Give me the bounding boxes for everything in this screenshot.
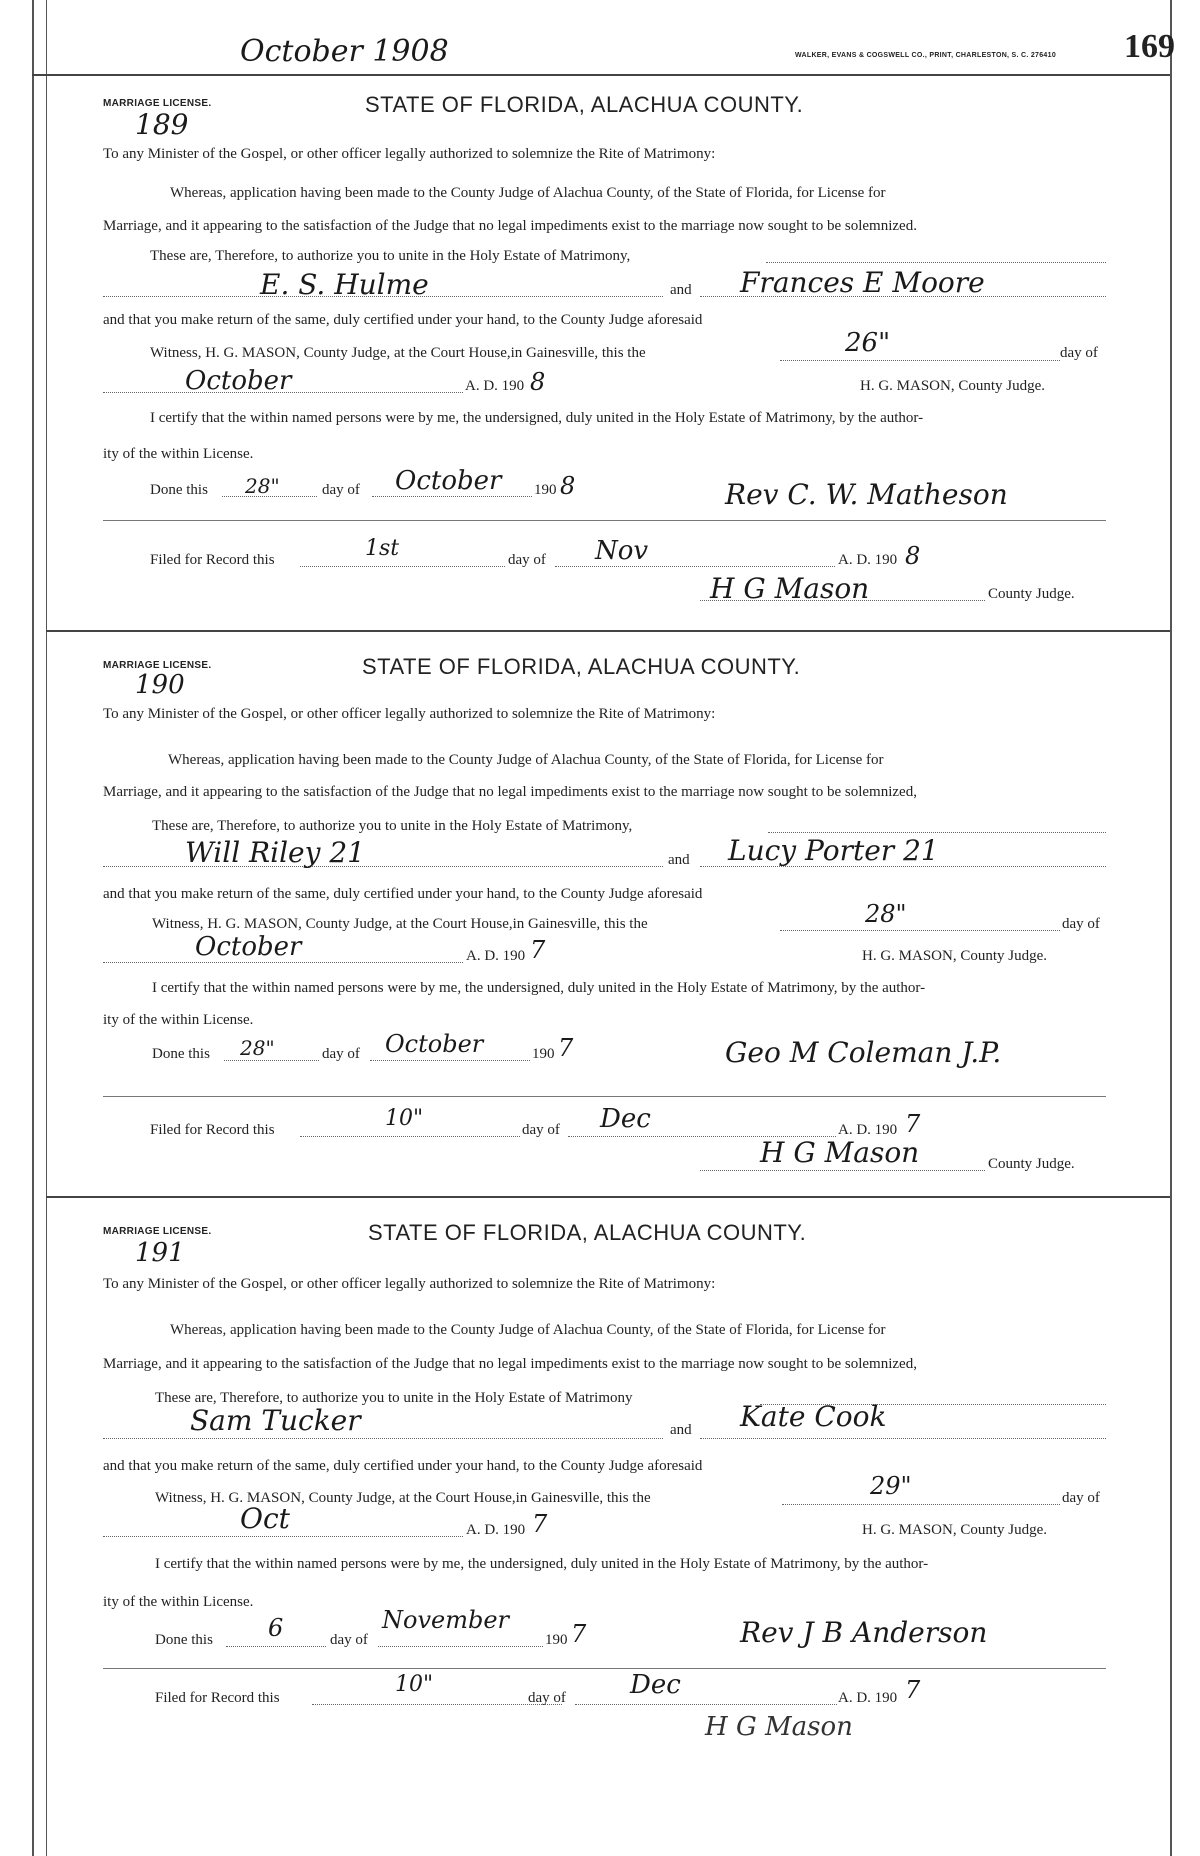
done-year-prefix: 190 [545,1632,568,1648]
whereas-line-2: Marriage, and it appearing to the satisfaction of the Judge that no legal impediments exist to the marriage now sought to be solemnized, [103,1356,917,1372]
ad-label: A. D. 190 [466,1522,526,1538]
these-are-line: These are, Therefore, to authorize you to unite in the Holy Estate of Matrimony, [150,248,631,264]
return-line: and that you make return of the same, duly certified under your hand, to the County Judge aforesaid [103,312,703,328]
done-year: 7 [558,1034,574,1062]
fill-line [226,1646,326,1647]
judge-title: H. G. MASON, County Judge. [862,948,1048,964]
certify-line-2: ity of the within License. [103,446,254,462]
margin-line-right [1170,0,1172,1856]
groom-name: Sam Tucker [190,1404,361,1437]
fill-line [103,962,463,963]
filed-ad: A. D. 190 [838,552,898,568]
license-divider [46,1196,1170,1198]
license-number: 191 [135,1238,185,1268]
done-this-label: Done this [152,1046,210,1062]
filed-year: 8 [905,542,921,570]
day-of-label: day of [1062,1490,1100,1506]
county-judge-label: County Judge. [988,586,1075,602]
witness-month: October [195,932,302,962]
fill-line [312,1704,562,1705]
filed-month: Dec [630,1670,681,1700]
groom-name: Will Riley 21 [185,836,365,869]
fill-line [372,496,532,497]
done-year: 8 [560,472,576,500]
filed-label: Filed for Record this [150,1122,275,1138]
filed-year: 7 [905,1110,921,1138]
groom-name: E. S. Hulme [260,268,429,301]
filed-month: Dec [600,1104,651,1134]
filed-label: Filed for Record this [155,1690,280,1706]
done-day: 28" [245,474,280,498]
witness-line: Witness, H. G. MASON, County Judge, at the Court House,in Gainesville, this the [150,345,646,361]
form-label: MARRIAGE LICENSE. [103,1226,212,1237]
filed-day-of: day of [508,552,546,568]
day-of-label: day of [1060,345,1098,361]
witness-month: Oct [240,1502,290,1535]
return-line: and that you make return of the same, duly certified under your hand, to the County Judge aforesaid [103,886,703,902]
page-number: 169 [1124,28,1175,65]
done-month: November [382,1606,510,1634]
witness-day: 26" [845,328,891,358]
done-year: 7 [571,1620,587,1648]
whereas-line-2: Marriage, and it appearing to the satisfaction of the Judge that no legal impediments exist to the marriage now sought to be solemnized, [103,784,917,800]
done-year-prefix: 190 [532,1046,555,1062]
form-label: MARRIAGE LICENSE. [103,660,212,671]
judge-title: H. G. MASON, County Judge. [860,378,1046,394]
header-rule [32,74,1170,76]
these-are-line: These are, Therefore, to authorize you to unite in the Holy Estate of Matrimony [155,1390,633,1406]
fill-line [300,1136,520,1137]
county-judge-label: County Judge. [988,1156,1075,1172]
whereas-line-1: Whereas, application having been made to the County Judge of Alachua County, of the State of Florida, for License for [170,1322,886,1338]
printer-imprint: WALKER, EVANS & COGSWELL CO., PRINT, CHARLESTON, S. C. 276410 [795,52,1057,59]
ad-label: A. D. 190 [466,948,526,964]
certify-line-1: I certify that the within named persons were by me, the undersigned, duly united in the Holy Estate of Matrimony, by the author- [150,410,924,426]
ad-year: 7 [532,1510,548,1538]
filed-ad: A. D. 190 [838,1690,898,1706]
filed-month: Nov [595,536,649,566]
ad-label: A. D. 190 [465,378,525,394]
judge-signature: H G Mason [760,1136,920,1169]
certify-line-2: ity of the within License. [103,1012,254,1028]
license-title: STATE OF FLORIDA, ALACHUA COUNTY. [365,92,804,117]
done-day-of: day of [322,1046,360,1062]
done-this-label: Done this [150,482,208,498]
officiant-signature: Rev C. W. Matheson [725,478,1008,511]
done-month: October [395,466,502,496]
fill-line [103,1536,463,1537]
fill-line [555,566,835,567]
done-this-label: Done this [155,1632,213,1648]
fill-line [700,1170,985,1171]
witness-line: Witness, H. G. MASON, County Judge, at the Court House,in Gainesville, this the [155,1490,651,1506]
margin-line-left-inner [46,0,47,1856]
witness-day: 28" [865,900,907,928]
whereas-line-1: Whereas, application having been made to the County Judge of Alachua County, of the State of Florida, for License for [168,752,884,768]
section-rule [103,1668,1106,1669]
officiant-signature: Geo M Coleman J.P. [725,1036,1002,1069]
done-day-of: day of [322,482,360,498]
whereas-line-2: Marriage, and it appearing to the satisfaction of the Judge that no legal impediments exist to the marriage now sought to be solemnized. [103,218,917,234]
form-label: MARRIAGE LICENSE. [103,98,212,109]
section-rule [103,1096,1106,1097]
filed-label: Filed for Record this [150,552,275,568]
filed-ad: A. D. 190 [838,1122,898,1138]
return-line: and that you make return of the same, duly certified under your hand, to the County Judge aforesaid [103,1458,703,1474]
these-are-line: These are, Therefore, to authorize you to unite in the Holy Estate of Matrimony, [152,818,633,834]
day-of-label: day of [1062,916,1100,932]
bride-name: Kate Cook [740,1400,887,1433]
fill-line [780,360,1060,361]
and-word: and [670,1422,692,1438]
license-title: STATE OF FLORIDA, ALACHUA COUNTY. [362,654,801,679]
fill-line [103,1438,663,1439]
month-heading: October 1908 [240,34,449,69]
whereas-line-1: Whereas, application having been made to the County Judge of Alachua County, of the State of Florida, for License for [170,185,886,201]
address-line: To any Minister of the Gospel, or other officer legally authorized to solemnize the Rite of Matrimony: [103,1276,716,1292]
fill-line [575,1704,837,1705]
officiant-signature: Rev J B Anderson [740,1616,988,1649]
fill-line [370,1060,530,1061]
address-line: To any Minister of the Gospel, or other officer legally authorized to solemnize the Rite of Matrimony: [103,146,716,162]
bride-name: Lucy Porter 21 [728,834,939,867]
filed-day: 10" [395,1672,434,1697]
ad-year: 7 [530,936,546,964]
done-day-of: day of [330,1632,368,1648]
filed-day: 1st [365,536,400,561]
filed-day-of: day of [522,1122,560,1138]
margin-line-left [32,0,34,1856]
filed-year: 7 [905,1676,921,1704]
certify-line-1: I certify that the within named persons were by me, the undersigned, duly united in the Holy Estate of Matrimony, by the author- [152,980,926,996]
and-word: and [668,852,690,868]
bride-name: Frances E Moore [740,266,985,299]
fill-line [768,832,1106,833]
done-month: October [385,1030,484,1058]
section-rule [103,520,1106,521]
certify-line-1: I certify that the within named persons were by me, the undersigned, duly united in the Holy Estate of Matrimony, by the author- [155,1556,929,1572]
judge-title: H. G. MASON, County Judge. [862,1522,1048,1538]
ad-year: 8 [530,368,546,396]
fill-line [378,1646,543,1647]
fill-line [700,1438,1106,1439]
fill-line [224,1060,319,1061]
certify-line-2: ity of the within License. [103,1594,254,1610]
filed-day-of: day of [528,1690,566,1706]
fill-line [780,930,1060,931]
license-title: STATE OF FLORIDA, ALACHUA COUNTY. [368,1220,807,1245]
done-day: 28" [240,1036,275,1060]
and-word: and [670,282,692,298]
license-number: 189 [135,108,189,141]
witness-line: Witness, H. G. MASON, County Judge, at the Court House,in Gainesville, this the [152,916,648,932]
fill-line [766,262,1106,263]
license-divider [46,630,1170,632]
done-day: 6 [268,1614,284,1642]
address-line: To any Minister of the Gospel, or other officer legally authorized to solemnize the Rite of Matrimony: [103,706,716,722]
witness-month: October [185,366,292,396]
witness-day: 29" [870,1472,912,1500]
license-number: 190 [135,670,185,700]
done-year-prefix: 190 [534,482,557,498]
judge-signature: H G Mason [710,572,870,605]
filed-day: 10" [385,1106,424,1131]
fill-line [300,566,505,567]
judge-signature: H G Mason [705,1712,853,1742]
fill-line [782,1504,1060,1505]
